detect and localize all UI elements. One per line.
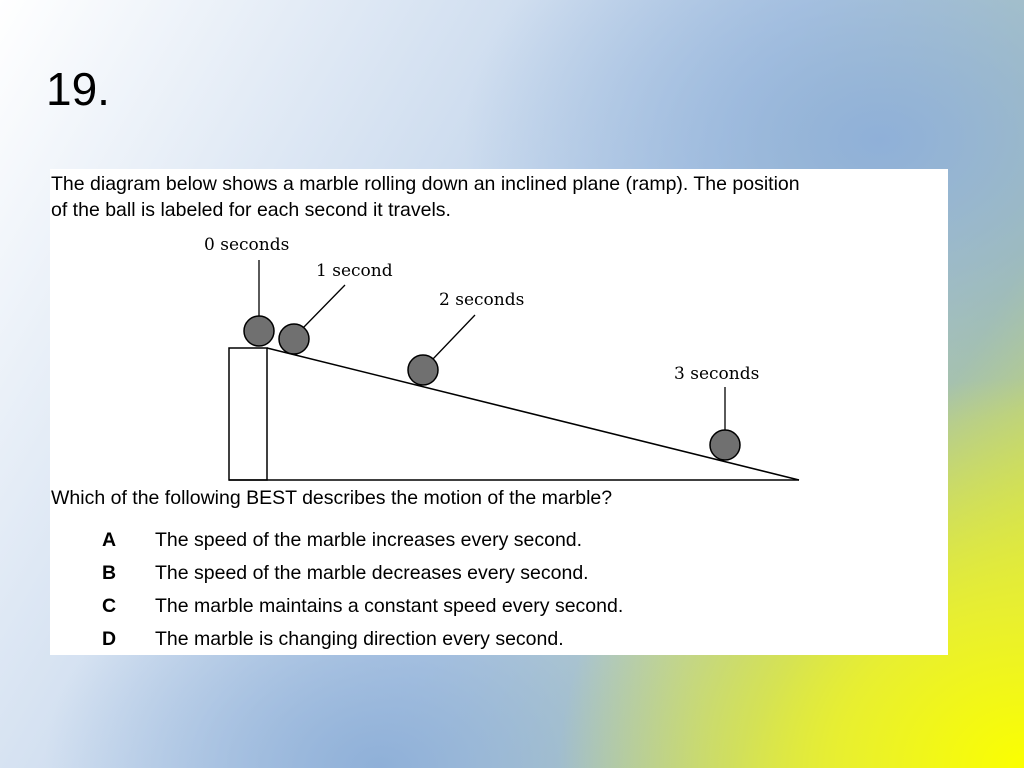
choice-a[interactable] [102, 524, 623, 557]
ramp-diagram [50, 169, 948, 489]
marble-0-seconds [244, 316, 274, 346]
choice-b-text: The speed of the marble decreases every second. [155, 562, 589, 584]
label-0-seconds: 0 seconds [204, 235, 290, 255]
ramp-platform [229, 348, 267, 480]
choice-a-letter: A [102, 529, 117, 551]
slide-title: 19. [46, 63, 110, 115]
choice-d[interactable] [102, 623, 623, 656]
intro-line-2: of the ball is labeled for each second it travels. [51, 199, 451, 221]
label-3-seconds: 3 seconds [674, 364, 760, 384]
pointer-2-seconds [432, 315, 475, 360]
intro-line-1: The diagram below shows a marble rolling down an inclined plane (ramp). The position [51, 173, 800, 195]
label-1-second: 1 second [316, 261, 393, 281]
label-2-seconds: 2 seconds [439, 290, 525, 310]
pointer-1-second [302, 285, 345, 329]
choice-c[interactable] [102, 590, 623, 623]
marble-2-seconds [408, 355, 438, 385]
choice-d-text: The marble is changing direction every second. [155, 628, 564, 650]
answer-choices [102, 524, 623, 656]
choice-c-text: The marble maintains a constant speed every second. [155, 595, 624, 617]
question-panel [50, 169, 948, 655]
choice-a-text: The speed of the marble increases every second. [155, 529, 583, 551]
choice-b[interactable] [102, 557, 623, 590]
marble-3-seconds [710, 430, 740, 460]
choice-b-letter: B [102, 562, 117, 584]
marble-1-second [279, 324, 309, 354]
choice-d-letter: D [102, 628, 117, 650]
question-prompt: Which of the following BEST describes the motion of the marble? [51, 487, 613, 509]
choice-c-letter: C [102, 595, 117, 617]
